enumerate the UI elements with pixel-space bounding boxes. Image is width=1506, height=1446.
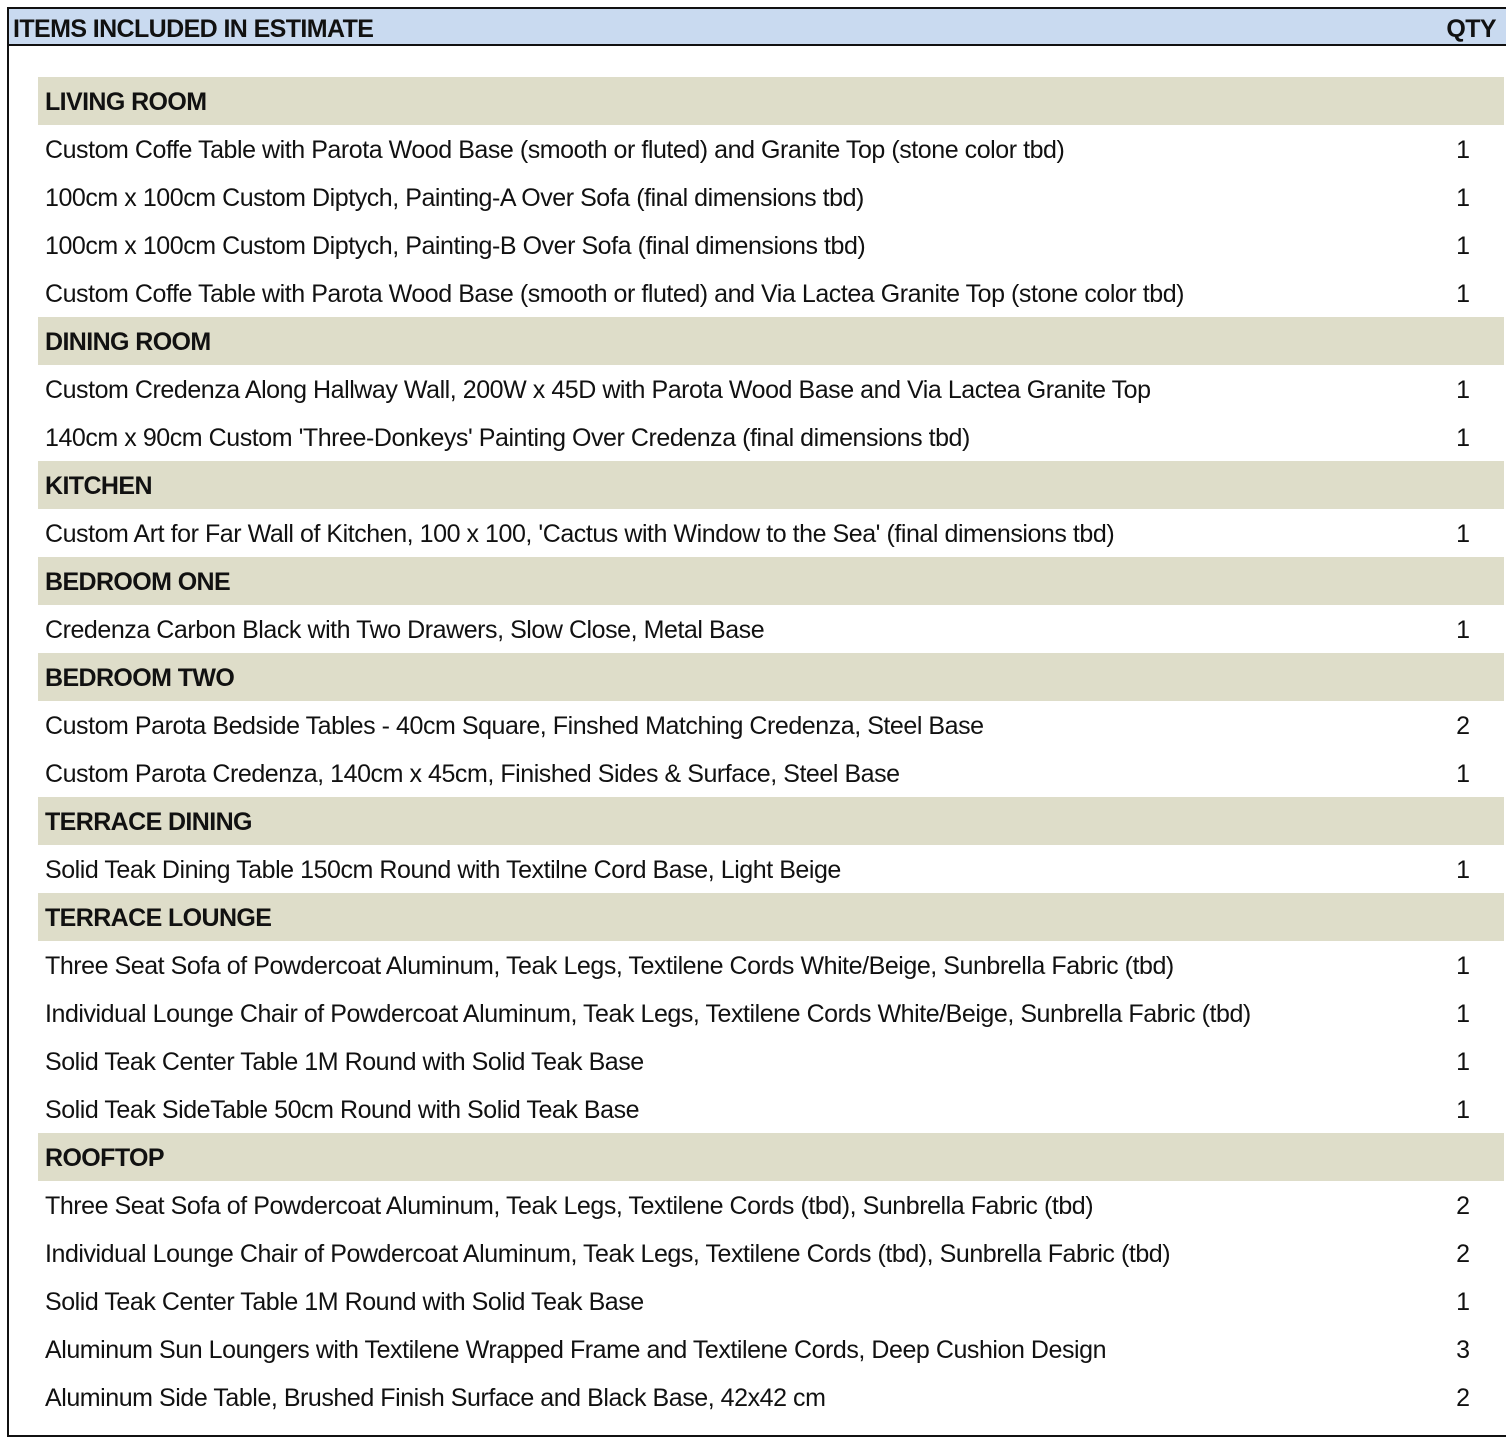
item-description: 100cm x 100cm Custom Diptych, Painting-B Over Sofa (final dimensions tbd) xyxy=(45,232,866,260)
item-row xyxy=(38,941,1504,989)
section-title: DINING ROOM xyxy=(45,328,211,356)
estimate-item-list xyxy=(38,77,1504,1421)
section-header xyxy=(38,1133,1504,1181)
item-description: Individual Lounge Chair of Powdercoat Aluminum, Teak Legs, Textilene Cords (tbd), Sunbrella Fabric (tbd) xyxy=(45,1240,1171,1268)
item-row xyxy=(38,1181,1504,1229)
item-row xyxy=(38,413,1504,461)
item-qty: 2 xyxy=(1456,1240,1470,1268)
item-row xyxy=(38,173,1504,221)
section-header xyxy=(38,893,1504,941)
item-description: Three Seat Sofa of Powdercoat Aluminum, Teak Legs, Textilene Cords (tbd), Sunbrella Fabric (tbd) xyxy=(45,1192,1094,1220)
item-description: Custom Parota Credenza, 140cm x 45cm, Finished Sides & Surface, Steel Base xyxy=(45,760,900,788)
item-description: Solid Teak SideTable 50cm Round with Solid Teak Base xyxy=(45,1096,640,1124)
item-description: Solid Teak Dining Table 150cm Round with Textilne Cord Base, Light Beige xyxy=(45,856,841,884)
item-description: Custom Coffe Table with Parota Wood Base (smooth or fluted) and Granite Top (stone color tbd) xyxy=(45,136,1065,164)
item-row xyxy=(38,701,1504,749)
item-qty: 1 xyxy=(1456,376,1470,404)
item-description: 140cm x 90cm Custom 'Three-Donkeys' Painting Over Credenza (final dimensions tbd) xyxy=(45,424,970,452)
item-qty: 2 xyxy=(1456,1192,1470,1220)
item-description: Aluminum Side Table, Brushed Finish Surface and Black Base, 42x42 cm xyxy=(45,1384,826,1412)
item-row xyxy=(38,749,1504,797)
section-title: LIVING ROOM xyxy=(45,88,207,116)
item-qty: 1 xyxy=(1456,184,1470,212)
item-row xyxy=(38,269,1504,317)
item-row xyxy=(38,1037,1504,1085)
item-row xyxy=(38,125,1504,173)
item-row xyxy=(38,1085,1504,1133)
item-description: Custom Credenza Along Hallway Wall, 200W x 45D with Parota Wood Base and Via Lactea Granite Top xyxy=(45,376,1151,404)
section-title: BEDROOM TWO xyxy=(45,664,235,692)
item-qty: 1 xyxy=(1456,136,1470,164)
item-row xyxy=(38,1229,1504,1277)
item-row xyxy=(38,365,1504,413)
item-row xyxy=(38,1277,1504,1325)
section-header xyxy=(38,77,1504,125)
item-description: Custom Coffe Table with Parota Wood Base (smooth or fluted) and Via Lactea Granite Top (stone color tbd) xyxy=(45,280,1185,308)
estimate-header xyxy=(9,9,1506,46)
item-qty: 1 xyxy=(1456,232,1470,260)
item-row xyxy=(38,605,1504,653)
section-title: BEDROOM ONE xyxy=(45,568,231,596)
item-qty: 1 xyxy=(1456,760,1470,788)
item-qty: 1 xyxy=(1456,1000,1470,1028)
item-qty: 1 xyxy=(1456,1048,1470,1076)
item-qty: 1 xyxy=(1456,280,1470,308)
item-description: Solid Teak Center Table 1M Round with Solid Teak Base xyxy=(45,1048,644,1076)
item-qty: 1 xyxy=(1456,952,1470,980)
item-description: Aluminum Sun Loungers with Textilene Wrapped Frame and Textilene Cords, Deep Cushion Design xyxy=(45,1336,1107,1364)
item-description: Custom Parota Bedside Tables - 40cm Square, Finshed Matching Credenza, Steel Base xyxy=(45,712,984,740)
item-row xyxy=(38,989,1504,1037)
item-description: Custom Art for Far Wall of Kitchen, 100 x 100, 'Cactus with Window to the Sea' (final dimensions tbd) xyxy=(45,520,1115,548)
section-title: ROOFTOP xyxy=(45,1144,164,1172)
item-description: Three Seat Sofa of Powdercoat Aluminum, Teak Legs, Textilene Cords White/Beige, Sunbrella Fabric (tbd) xyxy=(45,952,1174,980)
qty-column-header: QTY xyxy=(1446,15,1496,43)
item-description: 100cm x 100cm Custom Diptych, Painting-A Over Sofa (final dimensions tbd) xyxy=(45,184,864,212)
section-title: KITCHEN xyxy=(45,472,152,500)
item-description: Solid Teak Center Table 1M Round with Solid Teak Base xyxy=(45,1288,644,1316)
item-row xyxy=(38,509,1504,557)
item-qty: 3 xyxy=(1456,1336,1470,1364)
section-header xyxy=(38,797,1504,845)
item-description: Credenza Carbon Black with Two Drawers, Slow Close, Metal Base xyxy=(45,616,765,644)
item-qty: 1 xyxy=(1456,520,1470,548)
item-qty: 1 xyxy=(1456,856,1470,884)
item-qty: 1 xyxy=(1456,1096,1470,1124)
section-header xyxy=(38,557,1504,605)
item-qty: 2 xyxy=(1456,712,1470,740)
item-qty: 1 xyxy=(1456,424,1470,452)
item-row xyxy=(38,221,1504,269)
section-title: TERRACE LOUNGE xyxy=(45,904,272,932)
item-qty: 1 xyxy=(1456,616,1470,644)
section-header xyxy=(38,653,1504,701)
estimate-sheet xyxy=(7,7,1506,1437)
section-header xyxy=(38,317,1504,365)
item-row xyxy=(38,1373,1504,1421)
item-description: Individual Lounge Chair of Powdercoat Aluminum, Teak Legs, Textilene Cords White/Beige, Sunbrella Fabric (tbd) xyxy=(45,1000,1251,1028)
item-qty: 2 xyxy=(1456,1384,1470,1412)
section-title: TERRACE DINING xyxy=(45,808,252,836)
item-row xyxy=(38,845,1504,893)
item-qty: 1 xyxy=(1456,1288,1470,1316)
item-row xyxy=(38,1325,1504,1373)
section-header xyxy=(38,461,1504,509)
estimate-title: ITEMS INCLUDED IN ESTIMATE xyxy=(13,15,374,43)
